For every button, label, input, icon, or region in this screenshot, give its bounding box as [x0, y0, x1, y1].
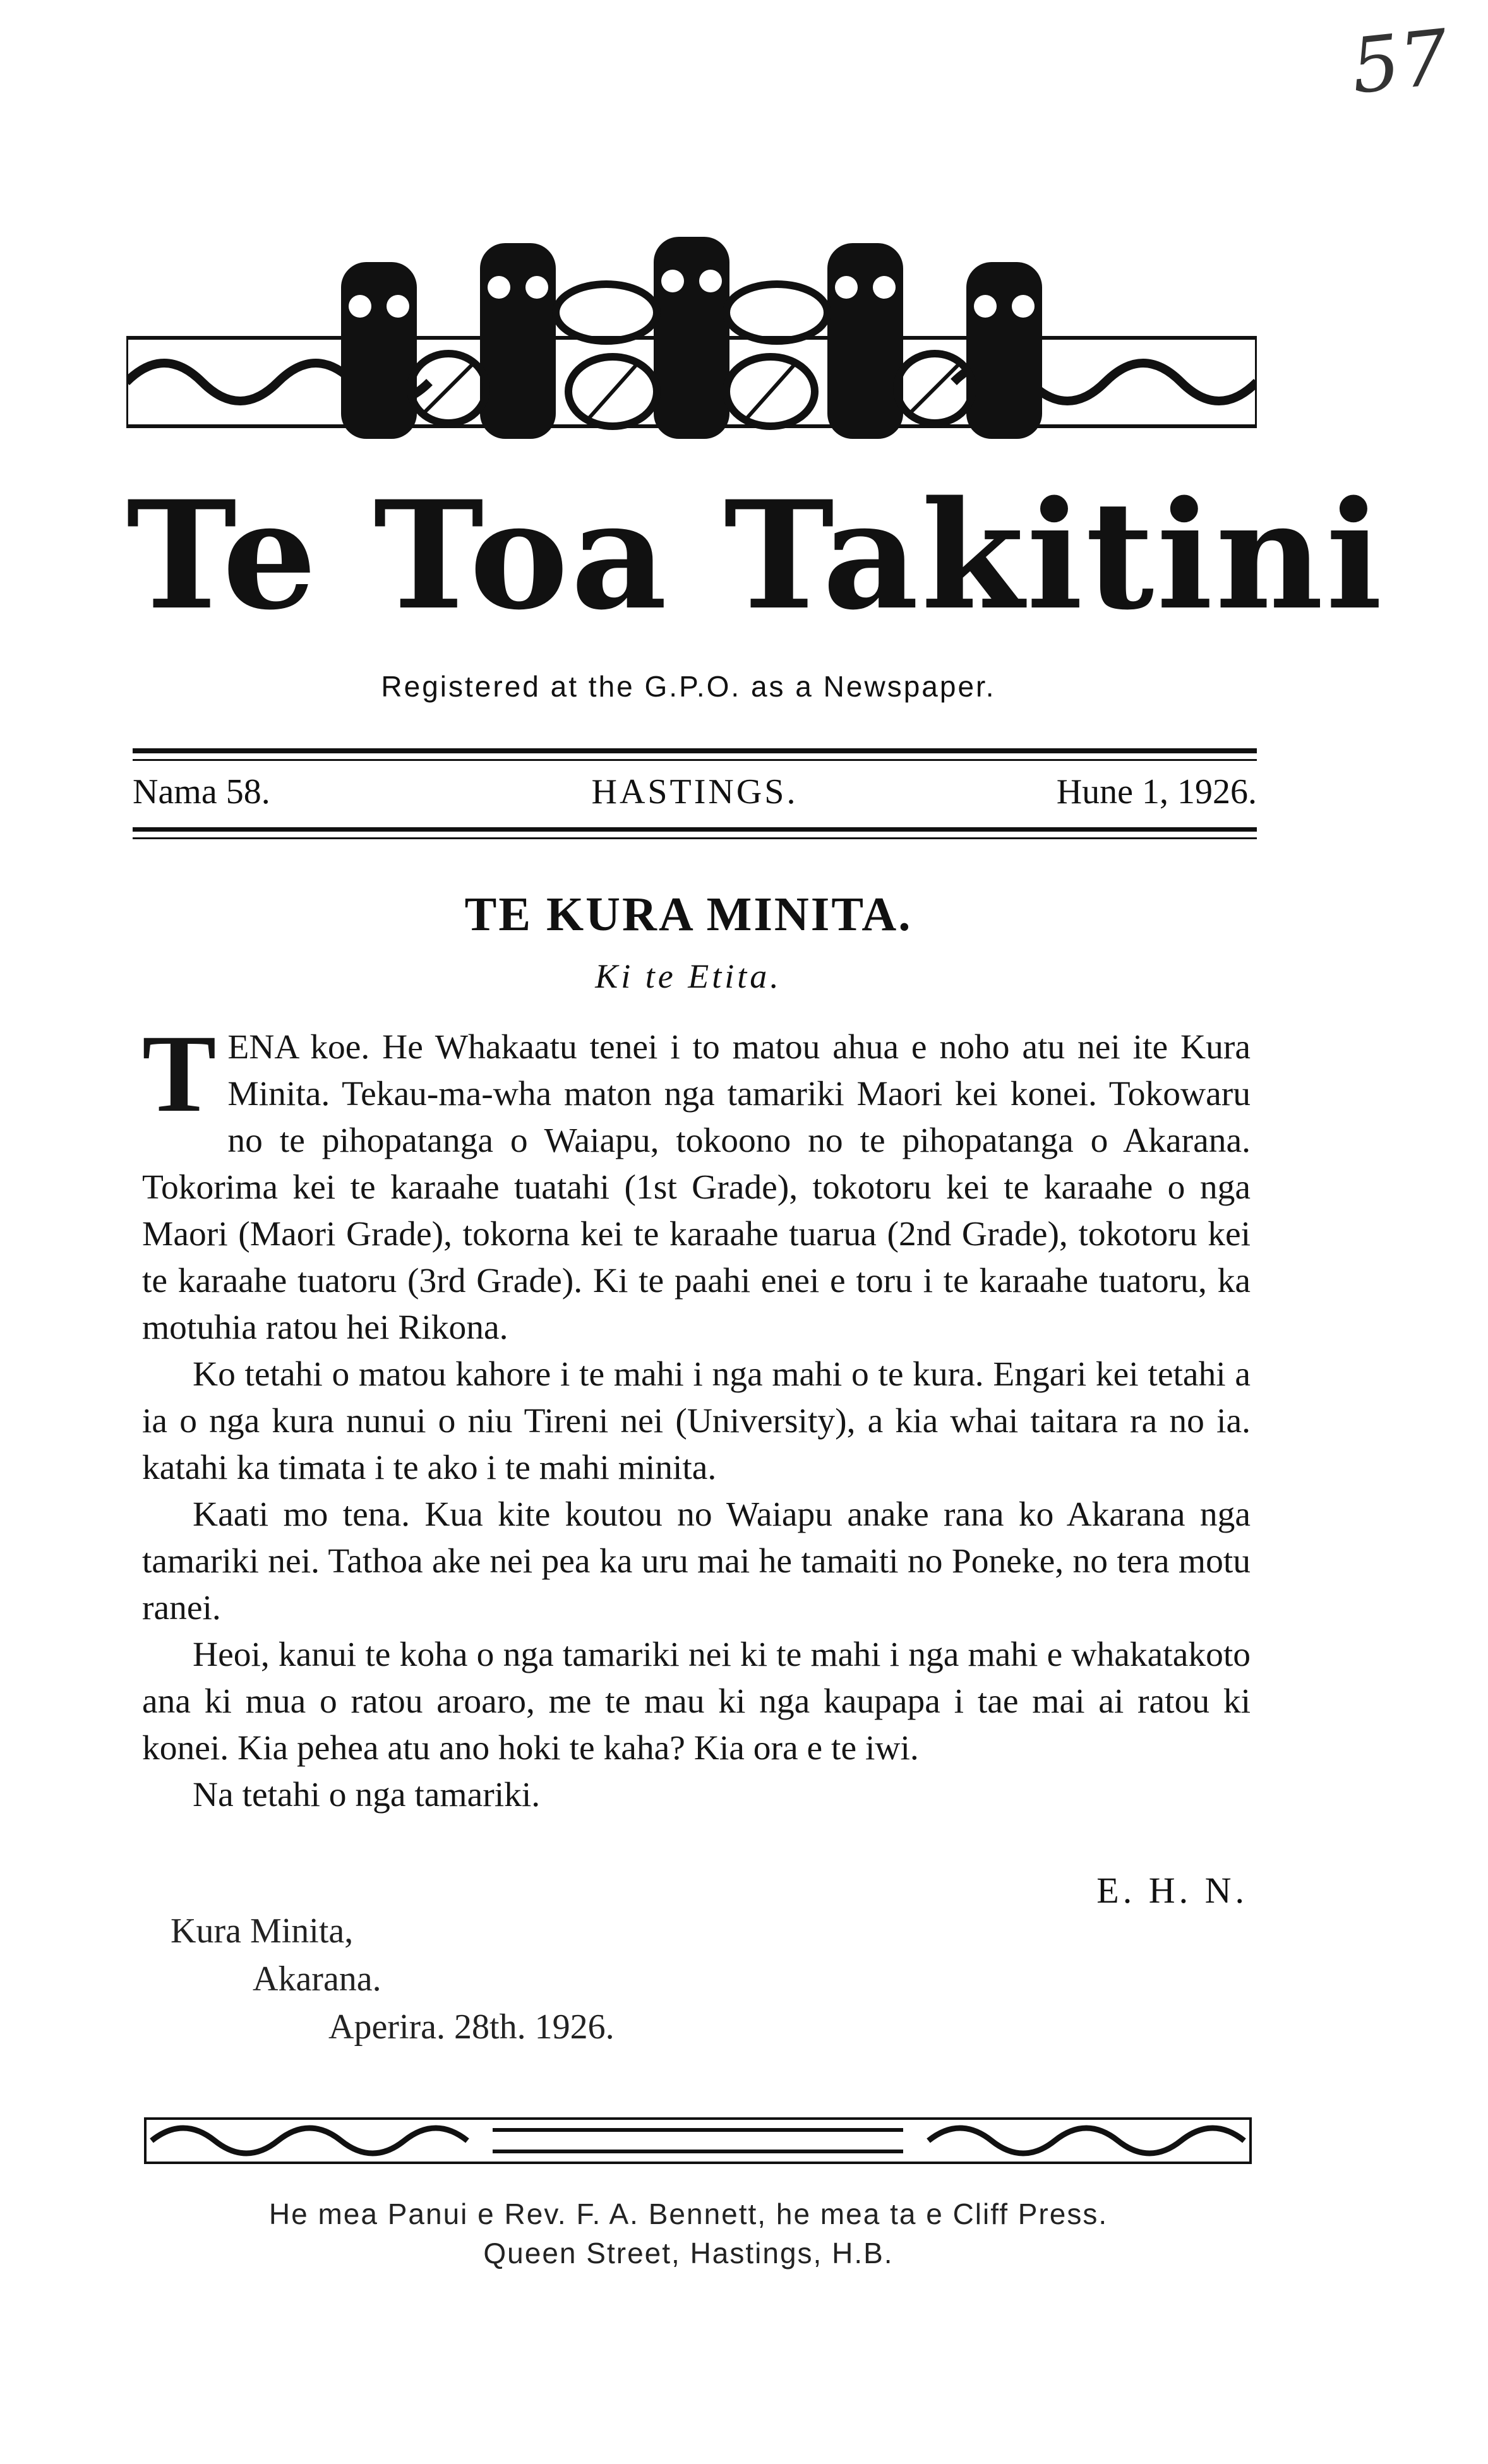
- registration-note: Registered at the G.P.O. as a Newspaper.: [381, 670, 996, 703]
- article-paragraph: Heoi, kanui te koha o nga tamariki nei ki te mahi i nga mahi e whakatakoto ana ki mua o ratou aroaro, me te mau ki nga kaupapa i tae mai ai ratou ki konei. Kia pehea atu ano hoki te kaha? Kia ora e te iwi.: [142, 1636, 1251, 1767]
- carved-banner-ornament: [126, 237, 1257, 445]
- article-subtitle: Ki te Etita.: [595, 957, 782, 995]
- sender-address: [171, 1907, 615, 2051]
- address-line: Kura Minita,: [171, 1911, 354, 1951]
- address-line: Aperira. 28th. 1926.: [328, 2007, 615, 2047]
- printer-imprint: [126, 2194, 1251, 2273]
- masthead-title: Te Toa Takitini: [126, 469, 1385, 643]
- page-number: 57: [1347, 13, 1453, 111]
- issue-number: Nama 58.: [133, 772, 270, 811]
- article-body: [142, 1012, 1251, 1819]
- rule-top-thin: [133, 759, 1257, 761]
- printer-line: Queen Street, Hastings, H.B.: [483, 2237, 894, 2270]
- drop-cap: T: [142, 1012, 217, 1135]
- printer-line: He mea Panui e Rev. F. A. Bennett, he mea ta e Cliff Press.: [268, 2198, 1108, 2230]
- article-title: TE KURA MINITA.: [464, 888, 913, 941]
- issue-place: HASTINGS.: [591, 772, 798, 811]
- footer-ornament: [139, 2109, 1257, 2172]
- author-signature: E. H. N.: [1096, 1870, 1248, 1911]
- article-paragraph: Na tetahi o nga tamariki.: [193, 1776, 541, 1814]
- issue-line: [133, 772, 1257, 822]
- article-paragraph: TENA koe. He Whakaatu tenei i to matou ahua e noho atu nei ite Kura Minita. Tekau-ma-wha maton nga tamariki Maori kei konei. Tokowaru no te pihopatanga o Waiapu, tokoono no te pihopatanga o Akarana. Tokorima kei te karaahe tuatahi (1st Grade), tokotoru kei te karaahe o nga Maori (Maori Grade), tokorna kei te karaahe tuarua (2nd Grade), tokotoru kei te karaahe tuatoru (3rd Grade). Ki te paahi enei e toru i te karaahe tuatoru, ka motuhia ratou hei Rikona.: [142, 1012, 1251, 1347]
- rule-bottom-thin: [133, 837, 1257, 839]
- address-line: Akarana.: [253, 1959, 381, 1999]
- rule-top-thick: [133, 748, 1257, 753]
- article-paragraph: Ko tetahi o matou kahore i te mahi i nga mahi o te kura. Engari kei tetahi a ia o nga kura nunui o niu Tireni nei (University), a kia whai taitara ra no ia. katahi ka timata i te ako i te mahi minita.: [142, 1355, 1251, 1487]
- rule-bottom-thick: [133, 827, 1257, 832]
- issue-date: Hune 1, 1926.: [1056, 772, 1257, 811]
- article-paragraph: Kaati mo tena. Kua kite koutou no Waiapu anake rana ko Akarana nga tamariki nei. Tathoa ake nei pea ka uru mai he tamaiti no Poneke, no tera motu ranei.: [142, 1495, 1251, 1627]
